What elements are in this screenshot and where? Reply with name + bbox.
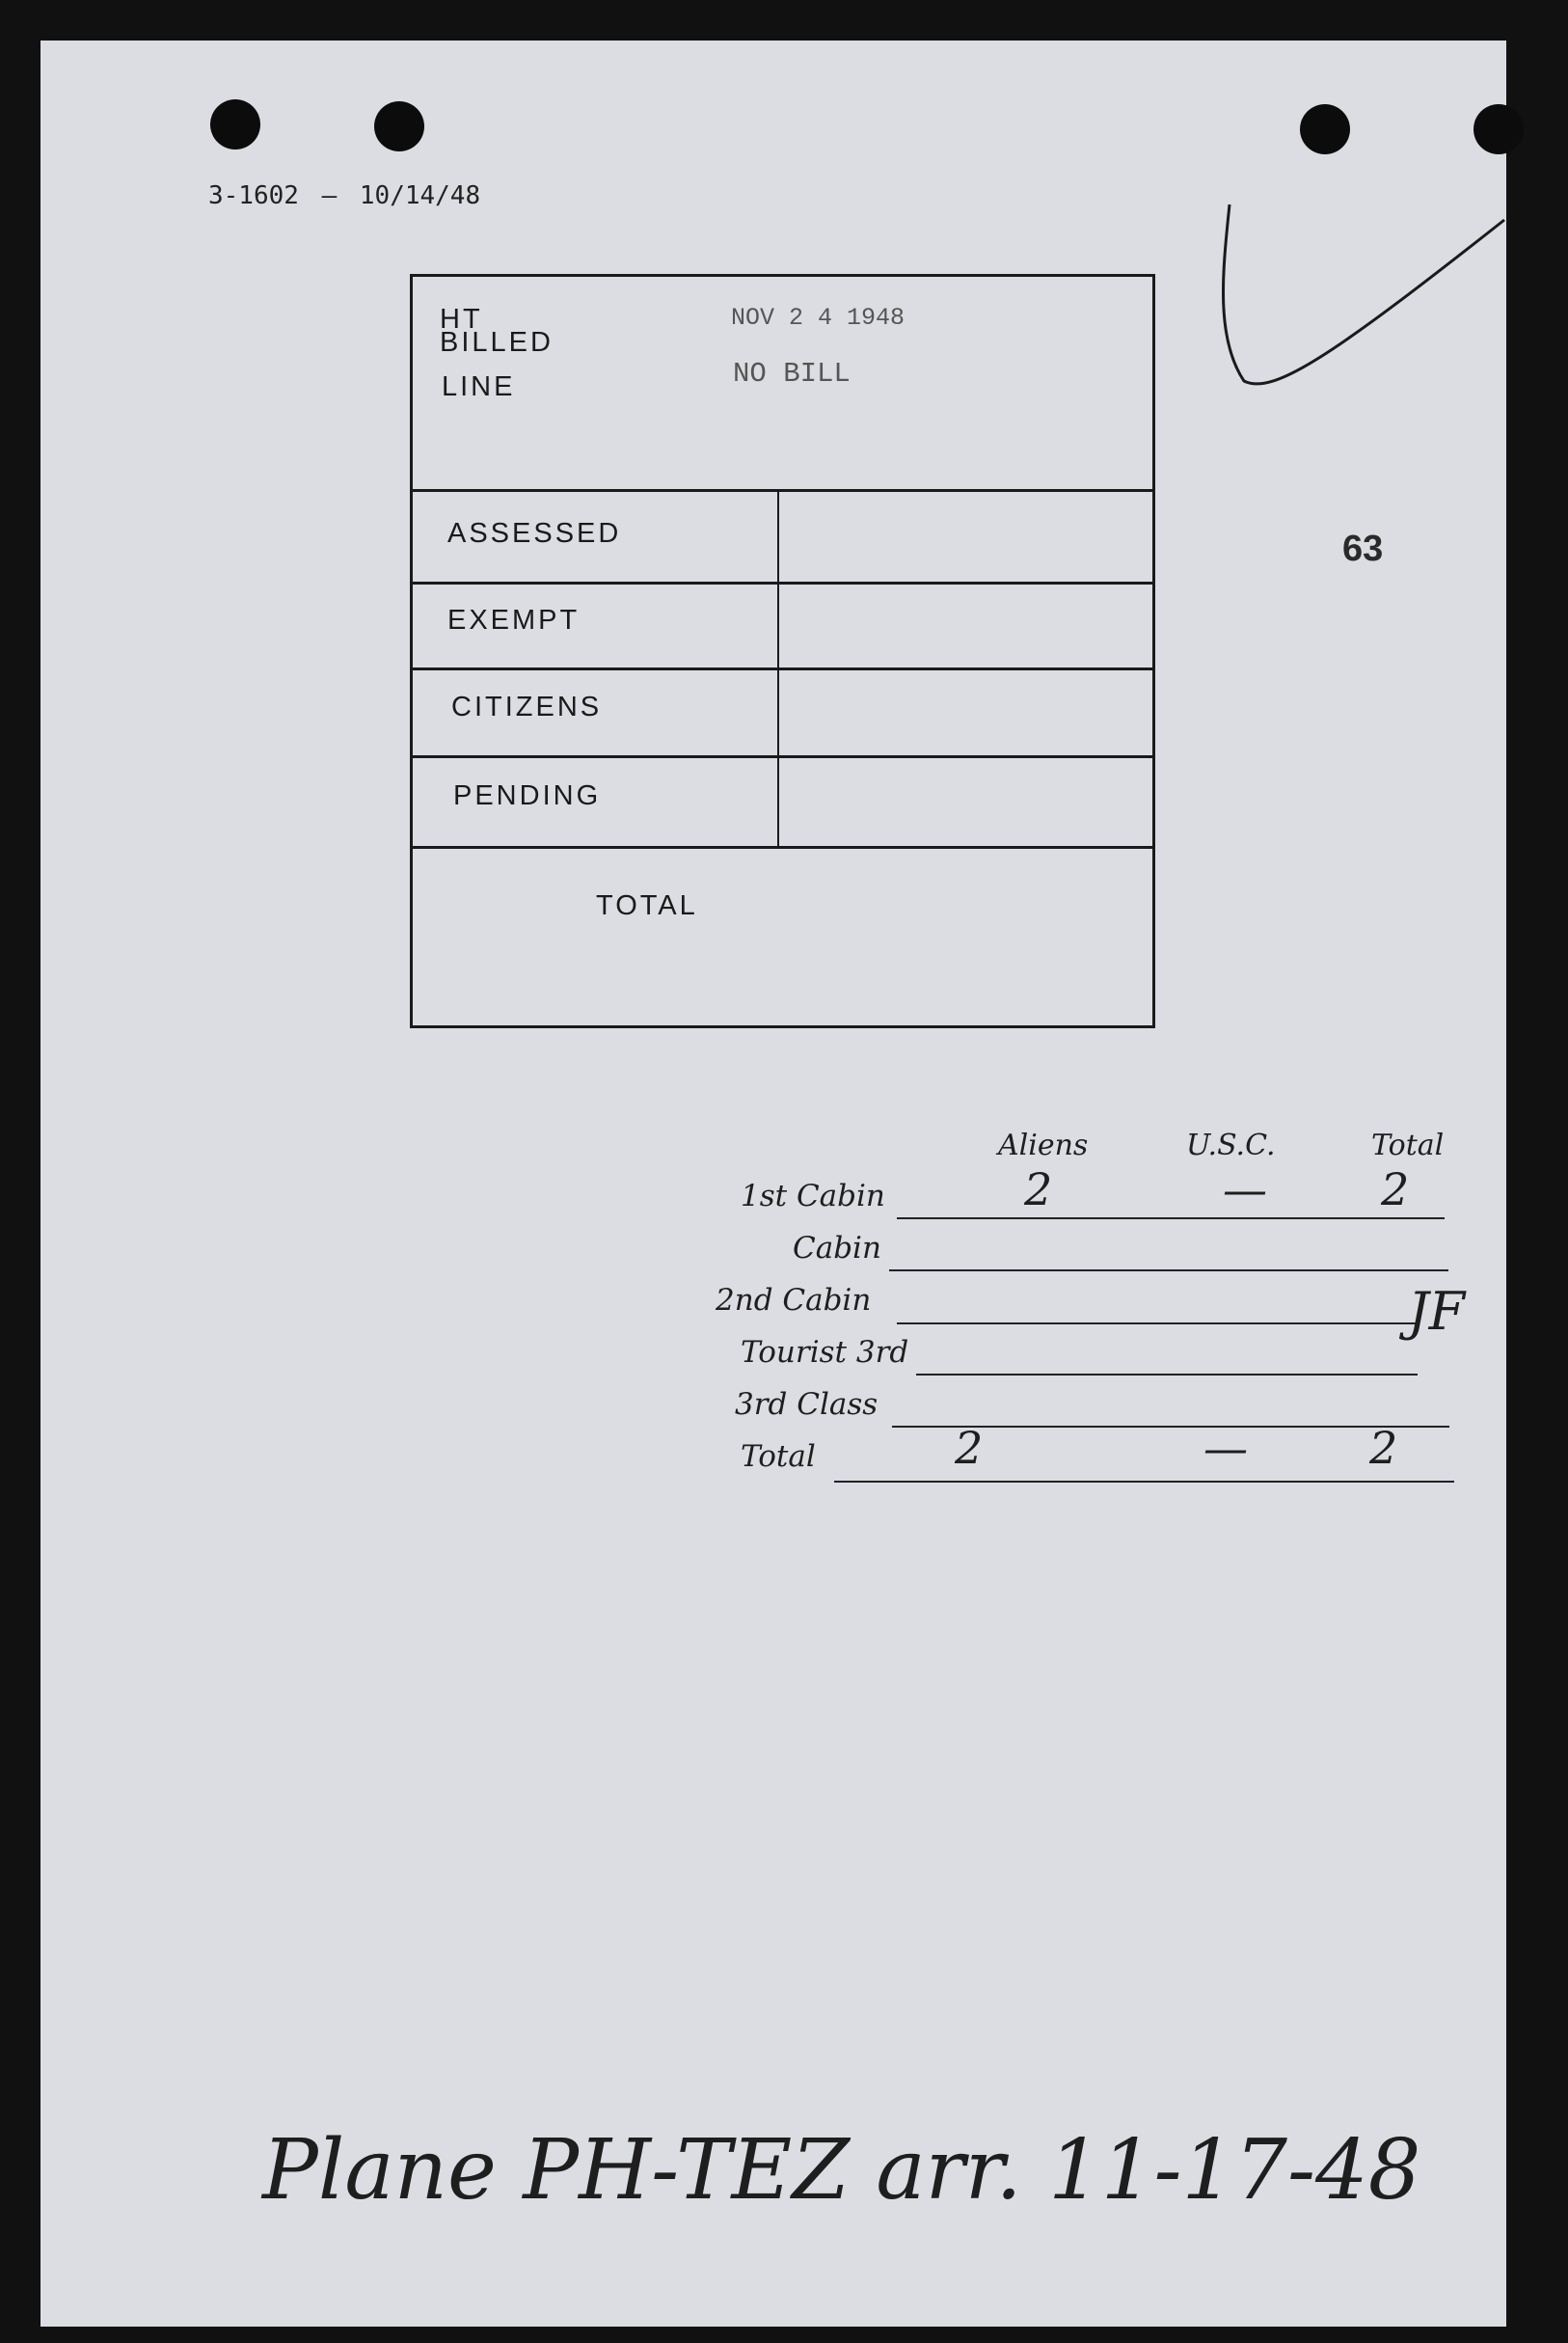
- row-underline: [889, 1269, 1448, 1271]
- row-underline: [916, 1374, 1418, 1376]
- date-stamp: NOV 2 4 1948: [731, 304, 906, 332]
- row-underline: [834, 1481, 1454, 1483]
- file-date: 10/14/48: [359, 181, 481, 210]
- row-label: Cabin: [793, 1231, 881, 1266]
- box-divider: [413, 667, 1152, 670]
- file-reference: 3-1602: [208, 181, 299, 210]
- aliens-value: 2: [955, 1422, 984, 1474]
- billing-header-line: LINE: [442, 371, 516, 402]
- row-label: 3rd Class: [735, 1387, 879, 1422]
- reference-separator: —: [321, 181, 338, 210]
- box-divider: [413, 755, 1152, 758]
- row-label: Tourist 3rd: [741, 1335, 909, 1370]
- aliens-value: 2: [1024, 1163, 1053, 1215]
- no-bill-stamp: NO BILL: [733, 358, 851, 390]
- flight-arrival-note: Plane PH-TEZ arr. 11-17-48: [262, 2122, 1421, 2219]
- page-number: 63: [1342, 529, 1384, 569]
- billing-header-line: BILLED: [440, 327, 554, 358]
- clerk-initials: JF: [1408, 1281, 1466, 1342]
- box-divider: [413, 489, 1152, 492]
- punch-hole-left: [210, 99, 260, 150]
- billing-header-line: HT: [440, 304, 483, 335]
- column-header-usc: U.S.C.: [1186, 1129, 1276, 1162]
- box-divider: [413, 582, 1152, 585]
- exempt-label: EXEMPT: [447, 605, 581, 636]
- box-divider: [413, 846, 1152, 849]
- file-reference-line: [208, 181, 480, 210]
- row-label: 2nd Cabin: [716, 1283, 872, 1318]
- billing-box: [410, 274, 1155, 1028]
- check-mark-icon: [1205, 193, 1514, 395]
- assessed-label: ASSESSED: [447, 518, 622, 549]
- pending-label: PENDING: [453, 780, 602, 811]
- total-value: 2: [1381, 1163, 1410, 1215]
- usc-value: —: [1203, 1422, 1248, 1474]
- usc-value: —: [1223, 1163, 1267, 1215]
- column-header-total: Total: [1371, 1129, 1445, 1162]
- row-underline: [897, 1217, 1445, 1219]
- total-value: 2: [1369, 1422, 1398, 1474]
- total-label: TOTAL: [596, 890, 698, 921]
- punch-hole-edge: [1473, 104, 1524, 154]
- punch-hole-center: [374, 101, 424, 151]
- citizens-label: CITIZENS: [451, 692, 603, 722]
- row-label: Total: [741, 1439, 816, 1474]
- punch-hole-right: [1300, 104, 1350, 154]
- row-label: 1st Cabin: [741, 1179, 885, 1213]
- row-underline: [897, 1322, 1418, 1324]
- column-divider: [777, 489, 779, 846]
- column-header-aliens: Aliens: [998, 1129, 1089, 1162]
